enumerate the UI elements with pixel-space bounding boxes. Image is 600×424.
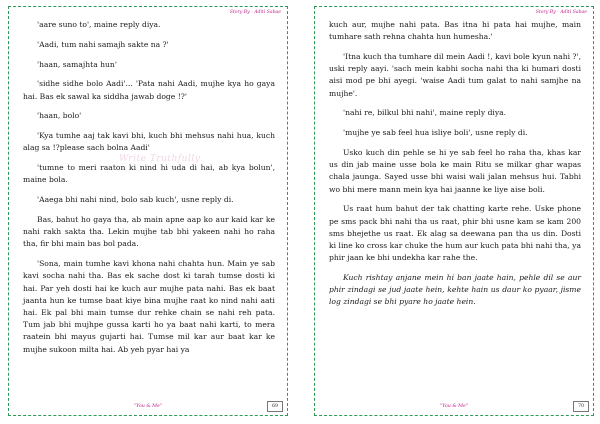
paragraph: Usko kuch din pehle se hi ye sab feel ho raha tha, khas kar us din jab maine usse bola ke main Ritu se milkar ghar wapas chala jaunga. Sayed usse bhi waisi wali jalan mehsus hui. Tabhi wo bhi mere mann mein kya hai jaanne ke liye aise boli. (329, 148, 581, 194)
paragraph: 'tumne to meri raaton ki nind hi uda di hai, ab kya bolun', maine bola. (23, 163, 275, 185)
italic-paragraph: Kuch rishtay anjane mein hi ban jaate hain, pehle dil se aur phir zindagi se jud jaate hein, kehte hain us daur ko pyaar, jisme log zindagi se bhi pyare ho jaate hein. (329, 273, 581, 307)
paragraph: 'Kya tumhe aaj tak kavi bhi, kuch bhi mehsus nahi hua, kuch alag sa !?please sach bolna Aadi' (23, 131, 275, 153)
right-page-header: Story By - Aditi Sabae (535, 10, 587, 15)
paragraph: 'Sona, main tumhe kavi khona nahi chahta hun. Main ye sab kavi socha nahi tha. Bas ek sache dost ki tarah tumse dosti ki hai. Par yeh dosti hai ke kuch aur mujhe pata nahi. Bas ek baat jaanta hun ke tumse baat kiye bina mujhe raat ko nind nahi aati hai. Ek pal bhi main tumse dur rehke chain se nahi reh pata. Tum jab bhi mujhpe gussa karti ho ya baat nahi karti, to mera raatein bhi mayus gujarti hai. Tumse mil kar aur baat kar ke mujhe sukoon milta hai. Ab yeh pyar hai ya (23, 259, 275, 354)
paragraph: Us raat hum bahut der tak chatting karte rehe. Uske phone pe sms pack bhi nahi tha us raat, phir bhi usne kam se kam 200 sms bhejethe us raat. Ek alag sa deewana pan tha us din. Dosti ki line ko cross kar chuke the hum aur kuch pata bhi nahi tha, ya phir jaan ke bhi undekha kar rahe the. (329, 204, 581, 263)
left-page (8, 6, 288, 416)
right-page (314, 6, 594, 416)
paragraph: 'nahi re, bilkul bhi nahi', maine reply diya. (343, 108, 507, 118)
left-page-footer: "You & Me" (133, 404, 163, 409)
paragraph: 'mujhe ye sab feel hua isliye boli', usne reply di. (343, 128, 528, 138)
paragraph: 'sidhe sidhe bolo Aadi'... 'Pata nahi Aadi, mujhe kya ho gaya hai. Bas ek sawal ka siddha jawab doge !?' (23, 79, 275, 101)
watermark: Write Truthfully (119, 154, 201, 164)
paragraph: kuch aur, mujhe nahi pata. Bas itna hi pata hai mujhe, main tumhare sath rehna chahta hun humesha.' (329, 20, 581, 42)
paragraph: 'Aadi, tum nahi samajh sakte na ?' (37, 39, 169, 49)
page-number-left: 69 (267, 401, 283, 412)
paragraph: 'haan, samajhta hun' (37, 59, 117, 69)
paragraph: Bas, bahut ho gaya tha, ab main apne aap ko aur kaid kar ke nahi rakh sakta tha. Lekin mujhe tab bhi yakeen nahi ho raha tha, fir bhi main bas bol pada. (23, 214, 275, 249)
paragraph: 'Aaega bhi nahi nind, bolo sab kuch', usne reply di. (37, 195, 234, 205)
left-page-body (23, 19, 275, 363)
left-page-header: Story By - Aditi Sabae (229, 10, 281, 15)
page-number-right: 70 (573, 401, 589, 412)
right-page-body (329, 19, 581, 316)
paragraph: 'aare suno to', maine reply diya. (37, 20, 161, 29)
paragraph: 'Itna kuch tha tumhare dil mein Aadi !, kavi bole kyun nahi ?', uski reply aayi. 'sach mein kabhi socha nahi tha ki humari dosti aisi mod pe bhi ayegi. 'waise Aadi tum galat to nahi samjhe na mujhe'. (329, 52, 581, 98)
right-page-footer: "You & Me" (439, 404, 469, 409)
paragraph: 'haan, bolo' (37, 111, 82, 121)
